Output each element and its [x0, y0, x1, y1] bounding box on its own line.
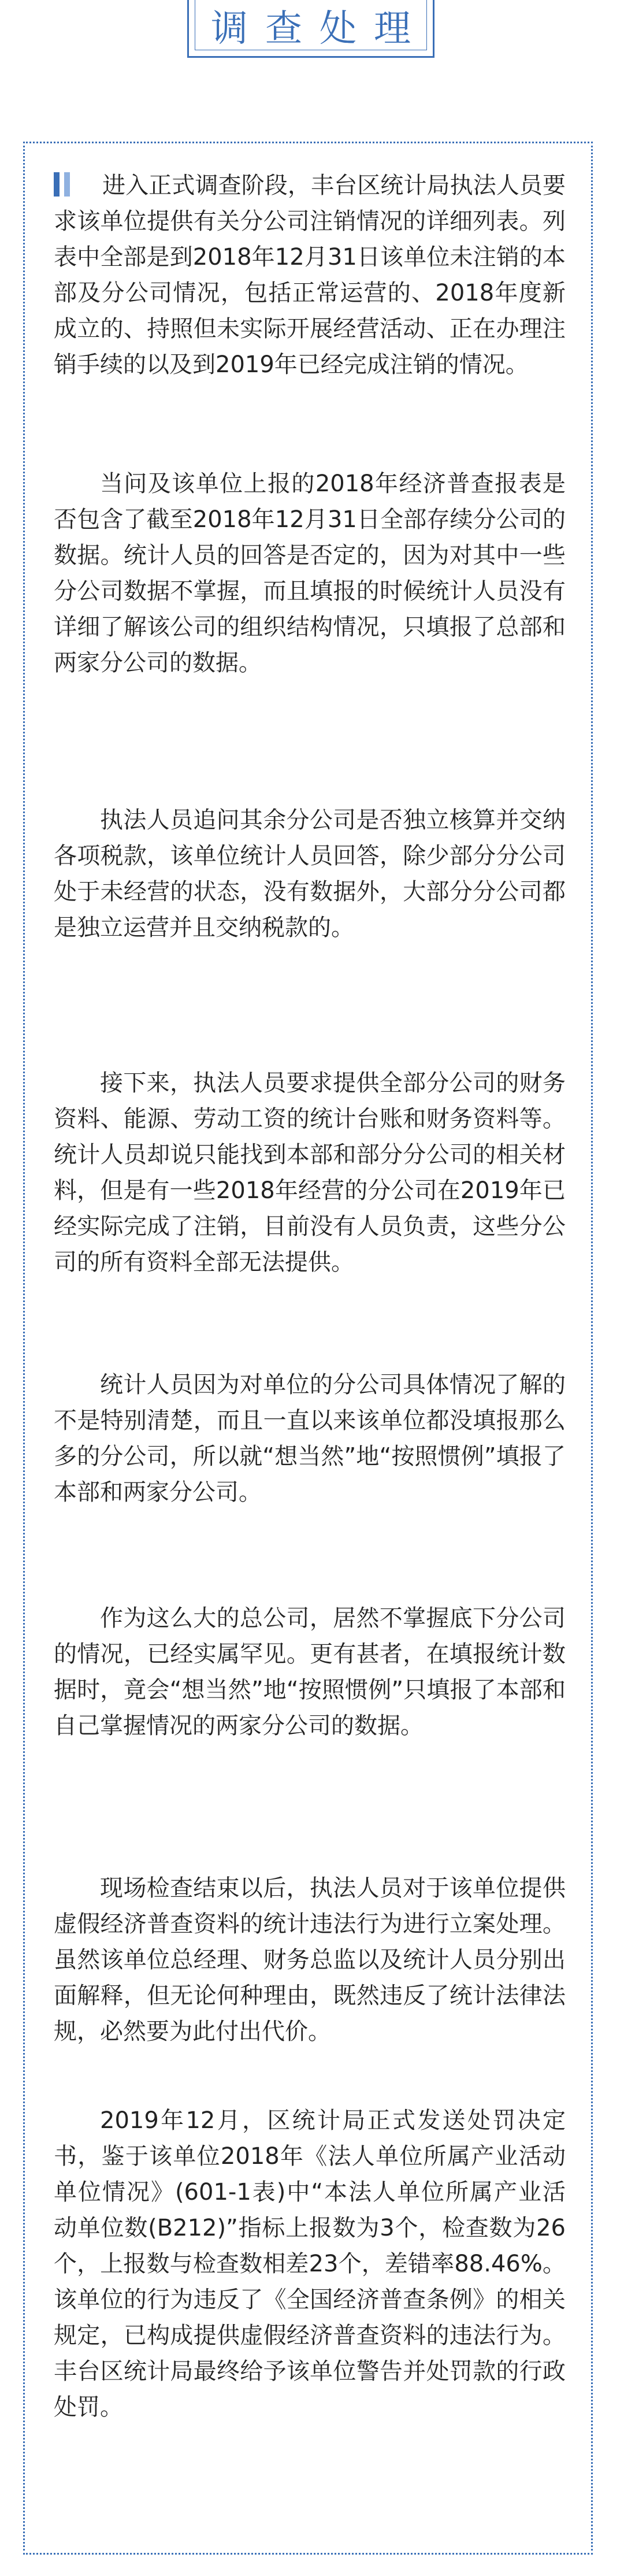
paragraph-5: 统计人员因为对单位的分公司具体情况了解的不是特别清楚，而且一直以来该单位都没填报那么多的分公司，所以就“想当然”地“按照惯例”填报了本部和两家分公司。 — [54, 1372, 566, 1506]
paragraph-3: 执法人员追问其余分公司是否独立核算并交纳各项税款，该单位统计人员回答，除少部分分公司处于未经营的状态，没有数据外，大部分分公司都是独立运营并且交纳税款的。 — [54, 807, 566, 941]
title-frame — [187, 0, 434, 58]
paragraph-2: 当问及该单位上报的2018年经济普查报表是否包含了截至2018年12月31日全部存续分公司的数据。统计人员的回答是否定的，因为对其中一些分公司数据不掌握，而且填报的时候统计人员没有详细了解该公司的组织结构情况，只填报了总部和两家分公司的数据。 — [54, 470, 566, 676]
paragraph-6: 作为这么大的总公司，居然不掌握底下分公司的情况，已经实属罕见。更有甚者，在填报统计数据时，竟会“想当然”地“按照惯例”只填报了本部和自己掌握情况的两家分公司的数据。 — [54, 1605, 566, 1739]
paragraph-4: 接下来，执法人员要求提供全部分公司的财务资料、能源、劳动工资的统计台账和财务资料等。统计人员却说只能找到本部和部分分公司的相关材料，但是有一些2018年经营的分公司在2019年已经实际完成了注销，目前没有人员负责，这些分公司的所有资料全部无法提供。 — [54, 1070, 566, 1276]
section-title: 调查处理 — [211, 8, 428, 50]
paragraph-7: 现场检查结束以后，执法人员对于该单位提供虚假经济普查资料的统计违法行为进行立案处理。虽然该单位总经理、财务总监以及统计人员分别出面解释，但无论何种理由，既然违反了统计法律法规，必然要为此付出代价。 — [54, 1875, 566, 2045]
paragraph-1-text: 进入正式调查阶段，丰台区统计局执法人员要求该单位提供有关分公司注销情况的详细列表。列表中全部是到2018年12月31日该单位未注销的本部及分公司情况，包括正常运营的、2018年度新成立的、持照但未实际开展经营活动、正在办理注销手续的以及到2019年已经完成注销的情况。 — [54, 172, 566, 378]
paragraph-1 — [54, 168, 566, 383]
article-frame — [23, 142, 593, 2555]
double-bar-icon — [54, 172, 79, 195]
paragraph-8: 2019年12月，区统计局正式发送处罚决定书，鉴于该单位2018年《法人单位所属产业活动单位情况》(601-1表)中“本法人单位所属产业活动单位数(B212)”指标上报数为3个，检查数为26个，上报数与检查数相差23个，差错率88.46%。该单位的行为违反了《全国经济普查条例》的相关规定，已构成提供虚假经济普查资料的违法行为。丰台区统计局最终给予该单位警告并处罚款的行政处罚。 — [54, 2107, 566, 2421]
title-section — [0, 0, 624, 64]
